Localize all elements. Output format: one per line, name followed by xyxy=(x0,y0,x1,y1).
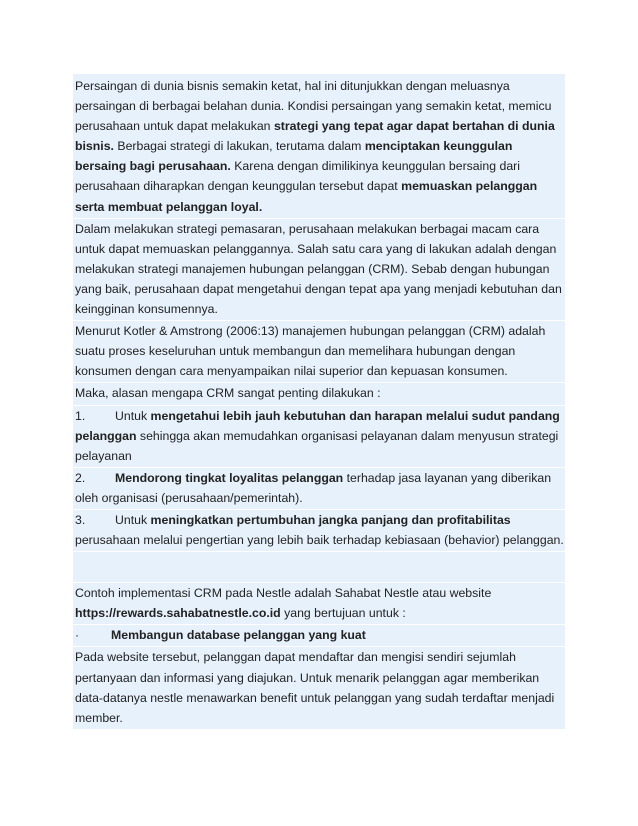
paragraph xyxy=(73,74,565,219)
list-number: 1. xyxy=(75,408,86,423)
text-segment: Persaingan di dunia bisnis semakin ketat, hal ini ditunjukkan dengan meluasnya persaingan di berbagai belahan dunia. Kondisi persaingan yang semakin ketat, memicu perusahaan untuk dapat melakukan xyxy=(75,79,552,134)
paragraph xyxy=(73,510,565,552)
text-segment: Dalam melakukan strategi pemasaran, perusahaan melakukan berbagai macam cara untuk dapat memuaskan pelanggannya. Salah satu cara yang di lakukan adalah dengan melakukan strategi manajemen hubungan pelanggan (CRM). Sebab dengan hubungan yang baik, perusahaan dapat mengetahui dengan tepat apa yang menjadi kebutuhan dan keingginan konsumennya. xyxy=(75,221,562,317)
paragraph xyxy=(73,321,565,383)
paragraph xyxy=(73,468,565,510)
document-body xyxy=(73,74,565,730)
text-segment: Pada website tersebut, pelanggan dapat mendaftar dan mengisi sendiri sejumlah pertanyaan dan informasi yang diajukan. Untuk menarik pelanggan agar memberikan data-datanya nestle menawarkan benefit untuk pelanggan yang sudah terdaftar menjadi member. xyxy=(75,650,555,725)
paragraph xyxy=(73,583,565,625)
list-number: 3. xyxy=(75,512,86,527)
bold-text: mengetahui lebih jauh kebutuhan dan harapan melalui sudut pandang pelanggan xyxy=(75,408,560,443)
bold-text: strategi yang tepat agar dapat bertahan di dunia bisnis. xyxy=(75,119,555,154)
text-segment: Berbagai strategi di lakukan, terutama dalam xyxy=(113,139,365,154)
text-segment: perusahaan melalui pengertian yang lebih baik terhadap kebiasaan (behavior) pelanggan. xyxy=(75,533,564,548)
bold-text: memuaskan pelanggan serta membuat pelanggan loyal. xyxy=(75,179,538,214)
bold-text: menciptakan keunggulan bersaing bagi perusahaan. xyxy=(75,139,513,174)
bullet-marker: · xyxy=(75,628,80,643)
text-segment: yang bertujuan untuk : xyxy=(280,606,406,621)
text-segment: Karena dengan dimilikinya keunggulan bersaing dari perusahaan diharapkan dengan keunggulan tersebut dapat xyxy=(75,159,520,194)
paragraph xyxy=(73,406,565,468)
bold-text: meningkatkan pertumbuhan jangka panjang dan profitabilitas xyxy=(150,512,511,527)
list-number: 2. xyxy=(75,470,86,485)
text-segment: Contoh implementasi CRM pada Nestle adalah Sahabat Nestle atau website xyxy=(75,586,492,601)
paragraph xyxy=(73,625,565,647)
paragraph xyxy=(73,647,565,729)
paragraph xyxy=(73,383,565,405)
text-segment: Maka, alasan mengapa CRM sangat penting dilakukan : xyxy=(75,386,381,401)
bold-text[interactable]: https://rewards.sahabatnestle.co.id xyxy=(75,606,281,621)
paragraph xyxy=(73,219,565,321)
bold-text: Mendorong tingkat loyalitas pelanggan xyxy=(115,470,344,485)
text-segment: terhadap jasa layanan yang diberikan oleh organisasi (perusahaan/pemerintah). xyxy=(75,470,552,505)
text-segment: Untuk xyxy=(115,408,151,423)
bold-text: Membangun database pelanggan yang kuat xyxy=(111,628,366,643)
text-segment: Untuk xyxy=(115,512,151,527)
text-segment: sehingga akan memudahkan organisasi pelayanan dalam menyusun strategi pelayanan xyxy=(75,428,559,463)
blank-paragraph xyxy=(73,552,565,583)
text-segment: Menurut Kotler & Amstrong (2006:13) manajemen hubungan pelanggan (CRM) adalah suatu proses keseluruhan untuk membangun dan memelihara hubungan dengan konsumen dengan cara menyampaikan nilai superior dan kepuasan konsumen. xyxy=(75,324,546,379)
